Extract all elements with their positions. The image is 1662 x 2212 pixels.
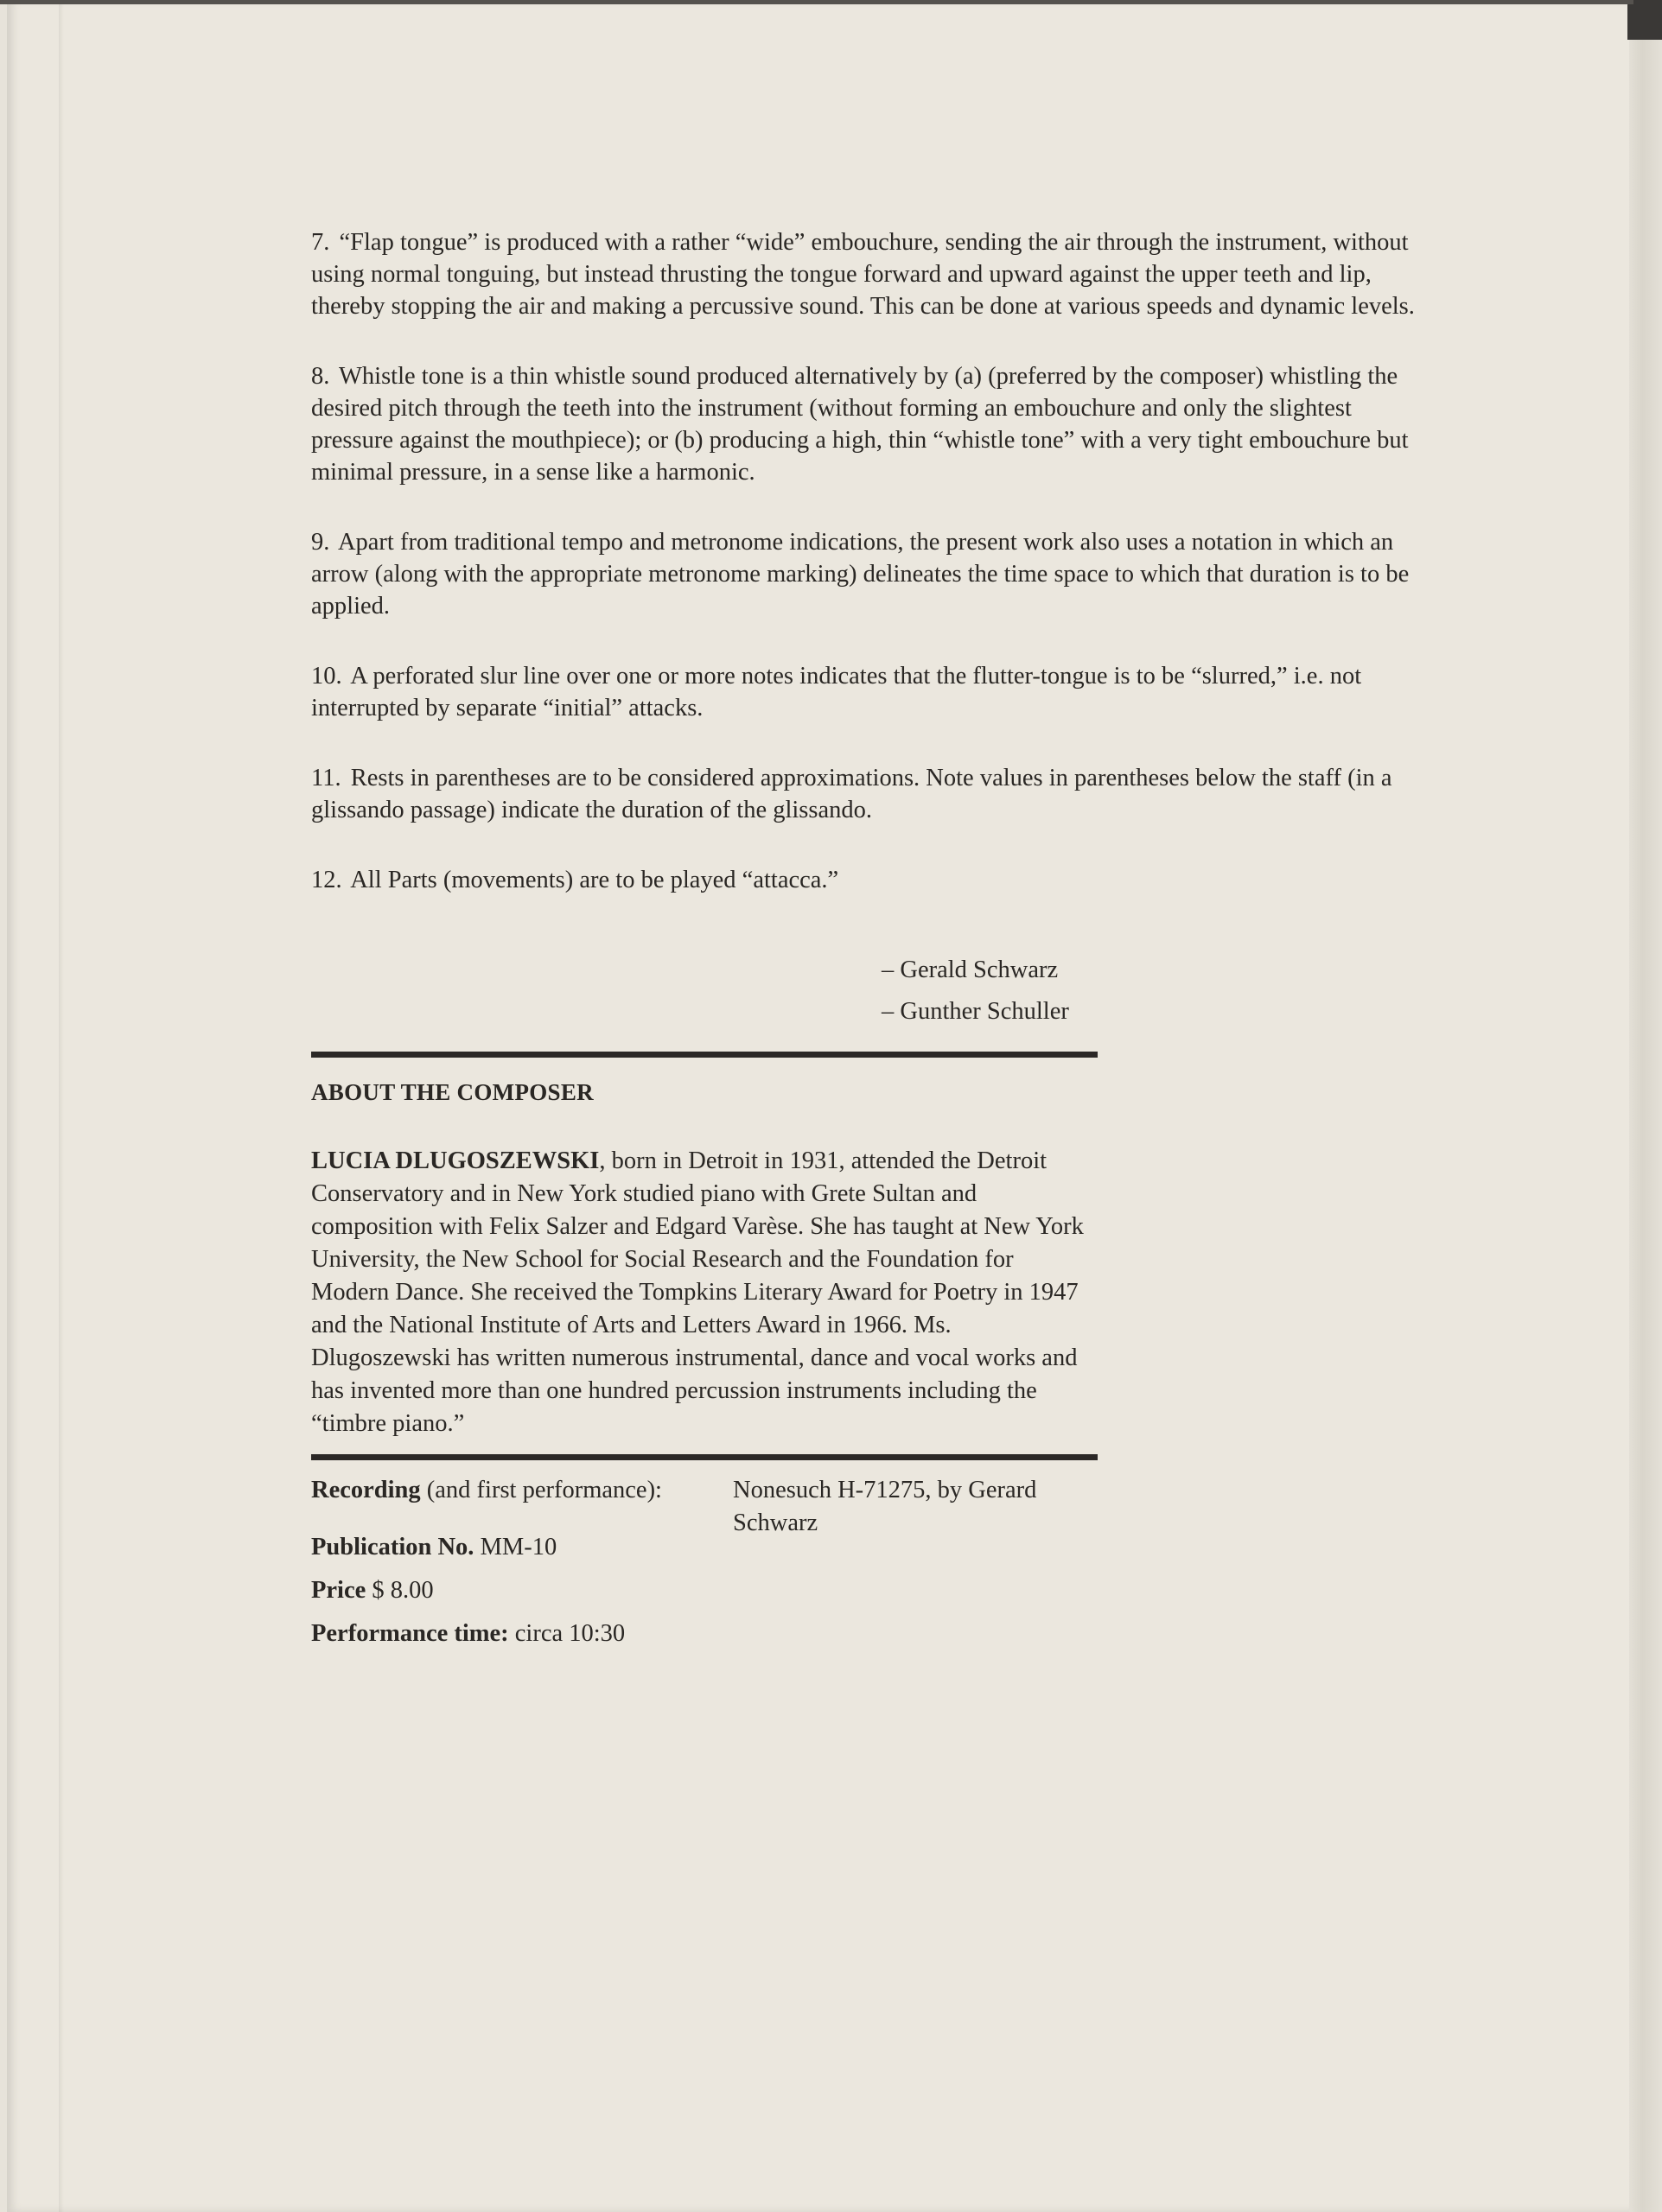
note-12 xyxy=(311,864,1435,896)
price-label: Price xyxy=(311,1577,366,1604)
note-number: 12. xyxy=(311,867,342,893)
page-top-edge xyxy=(0,0,1633,4)
divider-rule xyxy=(311,1454,1098,1460)
note-text: All Parts (movements) are to be played “attacca.” xyxy=(350,867,839,893)
note-number: 11. xyxy=(311,765,341,791)
note-number: 7. xyxy=(311,229,330,256)
note-number: 10. xyxy=(311,663,342,690)
performance-label: Performance time: xyxy=(311,1620,509,1647)
performance-row xyxy=(311,1618,625,1649)
publication-row xyxy=(311,1531,557,1563)
divider-rule xyxy=(311,1052,1098,1058)
publication-label: Publication No. xyxy=(311,1534,474,1560)
note-number: 9. xyxy=(311,529,330,556)
price-row xyxy=(311,1574,434,1606)
recording-value: Nonesuch H-71275, by Gerard Schwarz xyxy=(733,1477,1037,1536)
note-number: 8. xyxy=(311,363,330,390)
publication-value: MM-10 xyxy=(474,1534,557,1560)
next-page-edge xyxy=(1629,0,1662,2212)
publication-info xyxy=(311,1474,1435,1681)
note-text: Whistle tone is a thin whistle sound produced alternatively by (a) (preferred by the composer) whistling the desired pitch through the teeth into the instrument (without forming an embouchure and only the slightest pressure against the mouthpiece); or (b) producing a high, thin “whistle tone” with a very tight embouchure but minimal pressure, in a sense like a harmonic. xyxy=(311,363,1409,486)
about-composer-paragraph xyxy=(311,1145,1089,1440)
note-text: Rests in parentheses are to be considered approximations. Note values in parentheses below the staff (in a glissando passage) indicate the duration of the glissando. xyxy=(311,765,1392,823)
page-content xyxy=(311,226,1435,1681)
note-7 xyxy=(311,226,1435,322)
note-10 xyxy=(311,660,1435,724)
scanner-background-corner xyxy=(1627,0,1662,40)
signatures xyxy=(882,950,1435,1033)
note-text: A perforated slur line over one or more notes indicates that the flutter-tongue is to be “slurred,” i.e. not interrupted by separate “initial” attacks. xyxy=(311,663,1362,721)
note-8 xyxy=(311,360,1435,488)
paper-sheet xyxy=(7,0,1632,2212)
signature-line: – Gunther Schuller xyxy=(882,998,1069,1025)
signature-line: – Gerald Schwarz xyxy=(882,957,1059,983)
about-section-title: ABOUT THE COMPOSER xyxy=(311,1079,594,1105)
composer-bio: , born in Detroit in 1931, attended the Detroit Conservatory and in New York studied piano with Grete Sultan and composition with Felix Salzer and Edgard Varèse. She has taught at New York University, the New School for Social Research and the Foundation for Modern Dance. She received the Tompkins Literary Award for Poetry in 1947 and the National Institute of Arts and Letters Award in 1966. Ms. Dlugoszewski has written numerous instrumental, dance and vocal works and has invented more than one hundred percussion instruments including the “timbre piano.” xyxy=(311,1147,1084,1437)
composer-name: LUCIA DLUGOSZEWSKI xyxy=(311,1147,600,1174)
note-9 xyxy=(311,526,1435,622)
recording-label: Recording xyxy=(311,1477,421,1503)
price-value: $ 8.00 xyxy=(366,1577,434,1604)
page-fold-shadow xyxy=(59,0,64,2212)
note-11 xyxy=(311,762,1435,826)
note-text: Apart from traditional tempo and metronome indications, the present work also uses a notation in which an arrow (along with the appropriate metronome marking) delineates the time space to which that duration is to be applied. xyxy=(311,529,1410,620)
recording-label-suffix: (and first performance): xyxy=(420,1477,662,1503)
note-text: “Flap tongue” is produced with a rather “wide” embouchure, sending the air through the instrument, without using normal tonguing, but instead thrusting the tongue forward and upward against the upper teeth and lip, thereby stopping the air and making a percussive sound. This can be done at various speeds and dynamic levels. xyxy=(311,229,1415,320)
recording-row xyxy=(311,1474,662,1506)
performance-value: circa 10:30 xyxy=(508,1620,626,1647)
